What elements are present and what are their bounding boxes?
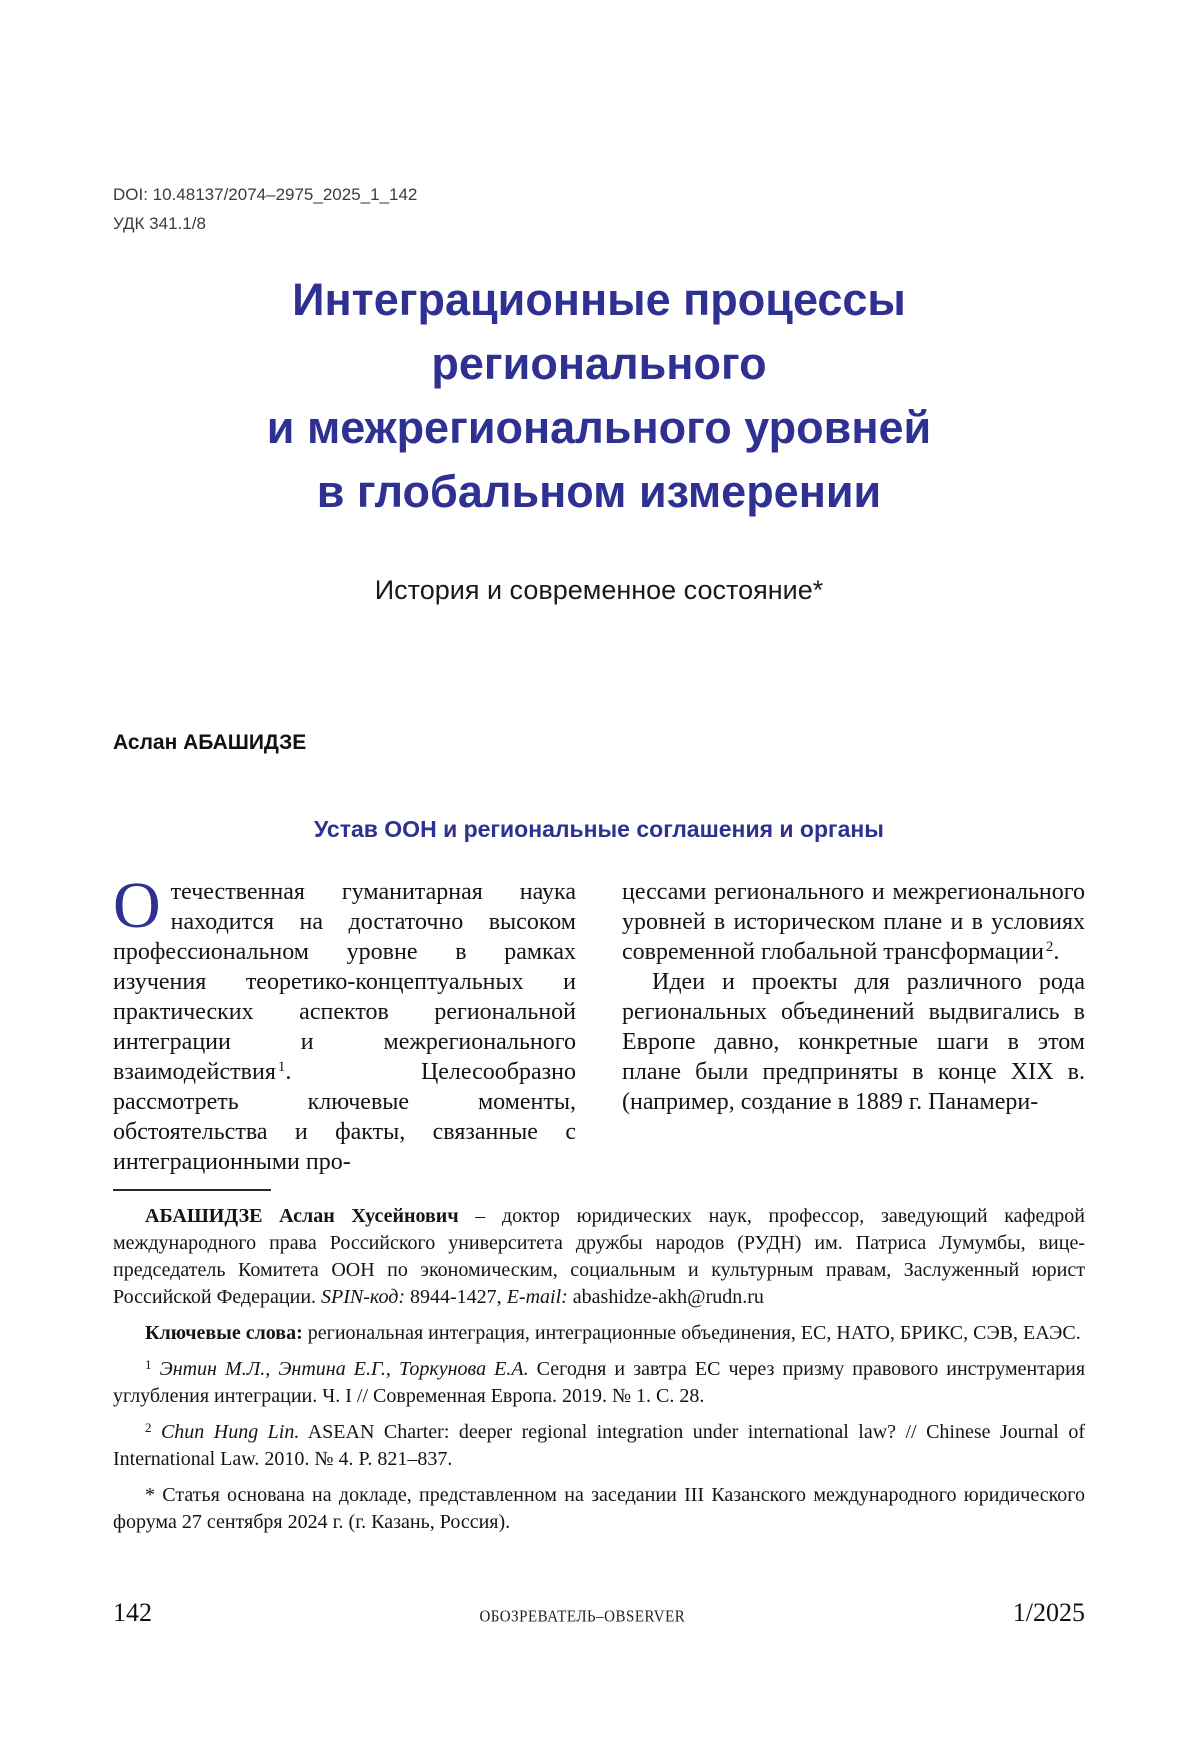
footnote-1-text: Сегодня и завтра ЕС через призму правового инструментария углубления интеграции. Ч. I // Современная Европа. 2019. № 1. С. 28. [113, 1357, 1086, 1407]
footnote-1-authors: Энтин М.Л., Энтина Е.Г., Торкунова Е.А. [159, 1357, 529, 1380]
title-line: регионального [431, 337, 767, 389]
author-bio [113, 1203, 1085, 1311]
body-text: . Целесообразно рассмотреть ключевые моменты, обстоятельства и факты, связанные с интеграционными про- [113, 1058, 576, 1175]
body-text: течественная гуманитарная наука находится на достаточно высоком профессиональном уровне в рамках изучения теоретико-концептуальных и практических аспектов региональной интеграции и межрегионального взаимодействия [113, 878, 576, 1085]
body-text: цессами регионального и межрегионального уровней в историческом плане и в условиях современной глобальной трансформации [622, 878, 1085, 965]
bio-spin-value: 8944-1427, [405, 1285, 507, 1308]
author-name: Аслан АБАШИДЗЕ [113, 731, 307, 755]
keywords [113, 1320, 1085, 1347]
bio-text: – доктор юридических наук, профессор, заведующий кафедрой международного права Российского университета дружбы народов (РУДН) им. Патриса Лумумбы, вице-председатель Комитета ООН по экономическим, социальным и культурным правам, Заслуженный юрист Российской Федерации. [113, 1204, 1085, 1308]
drop-cap: О [113, 868, 161, 942]
udk-line: УДК 341.1/8 [113, 214, 206, 233]
footnote-1-marker: 1 [145, 1356, 152, 1372]
bio-spin-label: SPIN-код: [321, 1285, 406, 1308]
bio-email-value: abashidze-akh@rudn.ru [567, 1285, 764, 1308]
section-heading: Устав ООН и региональные соглашения и органы [314, 816, 884, 843]
keywords-text: региональная интеграция, интеграционные объединения, ЕС, НАТО, БРИКС, СЭВ, ЕАЭС. [302, 1321, 1081, 1344]
body-paragraph-1 [113, 868, 576, 1177]
footnote-2-authors: Chun Hung Lin. [160, 1420, 300, 1443]
article-subtitle: История и современное состояние* [374, 574, 824, 605]
footnote-1 [113, 1356, 1085, 1410]
issue-number: 1/2025 [1012, 1598, 1085, 1627]
article-title [113, 268, 1085, 524]
article-meta [113, 186, 1085, 232]
footnote-2-marker: 2 [145, 1419, 152, 1435]
footnote-star-marker: * [145, 1483, 155, 1506]
footnote-star-text: Статья основана на докладе, представленном на заседании III Казанского международного юридического форума 27 сентября 2024 г. (г. Казань, Россия). [113, 1483, 1085, 1533]
footnote-star [113, 1482, 1085, 1536]
left-column [113, 868, 576, 1177]
footnotes-block [113, 1203, 1085, 1536]
bio-author-name: АБАШИДЗЕ Аслан Хусейнович [145, 1204, 459, 1227]
title-line: и межрегионального уровней [266, 401, 932, 453]
page-number: 142 [113, 1598, 152, 1627]
page-footer [113, 1598, 1085, 1628]
right-column [622, 877, 1085, 1177]
doi-line: DOI: 10.48137/2074–2975_2025_1_142 [113, 185, 418, 204]
footnote-ref-2: 2 [1045, 939, 1054, 956]
body-columns [113, 868, 1085, 1177]
title-line: в глобальном измерении [316, 465, 882, 517]
footnote-separator [113, 1189, 271, 1191]
footnote-2 [113, 1419, 1085, 1473]
body-paragraph-1-continued [622, 877, 1085, 967]
journal-name: ОБОЗРЕВАТЕЛЬ–OBSERVER [479, 1608, 686, 1626]
title-line: Интеграционные процессы [292, 274, 906, 325]
bio-email-label: E-mail: [506, 1285, 568, 1308]
footnote-2-text: ASEAN Charter: deeper regional integration under international law? // Chinese Journal of International Law. 2010. № 4. P. 821–837. [113, 1420, 1085, 1470]
keywords-label: Ключевые слова: [145, 1321, 303, 1344]
footnote-ref-1: 1 [277, 1059, 286, 1076]
body-paragraph-2: Идеи и проекты для различного рода региональных объединений выдвигались в Европе давно, конкретные шаги в этом плане были предприняты в конце XIX в. (например, создание в 1889 г. Панамери- [622, 968, 1085, 1115]
body-text: . [1053, 938, 1060, 965]
